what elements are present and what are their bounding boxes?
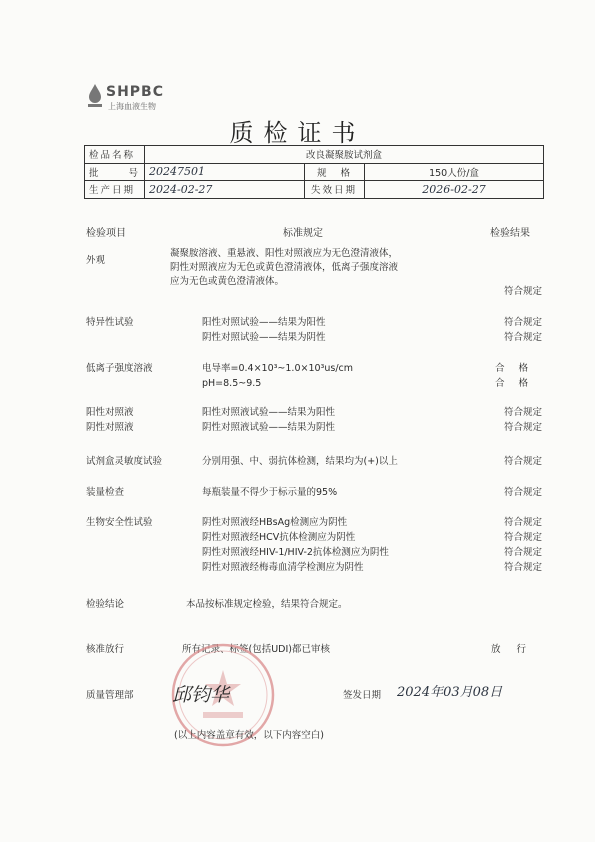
item-filling-label: 装量检查 — [86, 487, 125, 498]
biosafety-std-line3: 阴性对照液经HIV-1/HIV-2抗体检测应为阴性 — [202, 547, 389, 558]
biosafety-result2: 符合规定 — [503, 532, 542, 543]
lis-std-line2: pH=8.5~9.5 — [202, 378, 262, 389]
lis-result2: 合格 — [494, 378, 542, 389]
header-table — [84, 145, 544, 199]
conclusion-label: 检验结论 — [86, 599, 125, 610]
item-sensitivity-label: 试剂盒灵敏度试验 — [86, 456, 163, 467]
product-value: 改良凝聚胺试剂盒 — [145, 146, 544, 164]
sensitivity-result: 符合规定 — [503, 456, 542, 467]
header-row-dates — [85, 181, 544, 199]
specificity-std-line2: 阴性对照试验——结果为阴性 — [202, 332, 326, 343]
filling-result: 符合规定 — [503, 487, 542, 498]
controls-std-line2: 阴性对照液试验——结果为阴性 — [202, 422, 336, 433]
appearance-std-line2: 阴性对照液应为无色或黄色澄清液体，低离子强度溶液 — [170, 262, 399, 273]
conclusion-text: 本品按标准规定检验，结果符合规定。 — [186, 599, 348, 610]
lis-std-line1: 电导率=0.4×10³~1.0×10³us/cm — [202, 363, 353, 374]
spec-label: 规格 — [305, 163, 365, 181]
biosafety-result4: 符合规定 — [503, 562, 542, 573]
drop-logo-icon — [86, 82, 104, 110]
release-text: 所有记录、标签(包括UDI)都已审核 — [182, 644, 330, 655]
appearance-std-line1: 凝聚胺溶液、重悬液、阳性对照液应为无色澄清液体， — [170, 248, 399, 259]
biosafety-std-line1: 阴性对照液经HBsAg检测应为阴性 — [202, 517, 348, 528]
header-row-product — [85, 146, 544, 164]
item-negative-control-label: 阴性对照液 — [86, 422, 134, 433]
production-date-label: 生产日期 — [85, 181, 145, 199]
qa-dept-label: 质量管理部 — [86, 690, 134, 701]
expiry-date-value: 2026-02-27 — [422, 182, 486, 196]
logo-name: SHPBC — [106, 84, 165, 100]
appearance-result: 符合规定 — [503, 286, 542, 297]
header-row-batch — [85, 163, 544, 181]
item-specificity-label: 特异性试验 — [86, 317, 134, 328]
expiry-date-label: 失效日期 — [305, 181, 365, 199]
appearance-std-line3: 应为无色或黄色澄清液体。 — [170, 276, 285, 287]
controls-std-line1: 阳性对照液试验——结果为阳性 — [202, 407, 336, 418]
logo-chinese-name: 上海血液生物 — [108, 102, 156, 111]
production-date-value: 2024-02-27 — [149, 182, 213, 196]
controls-result2: 符合规定 — [503, 422, 542, 433]
issue-date-value: 2024年03月08日 — [397, 685, 503, 700]
col-header-standard: 标准规定 — [283, 228, 323, 239]
lis-result1: 合格 — [494, 363, 542, 374]
product-label: 检品名称 — [85, 146, 145, 164]
biosafety-result1: 符合规定 — [503, 517, 542, 528]
qa-signature: 邱钧华 — [172, 684, 230, 706]
batch-label: 批号 — [85, 163, 145, 181]
page-title: 质检证书 — [229, 119, 366, 147]
item-lis-label: 低离子强度溶液 — [86, 363, 153, 374]
company-logo — [86, 82, 176, 112]
item-appearance-label: 外观 — [86, 255, 106, 266]
specificity-std-line1: 阳性对照试验——结果为阳性 — [202, 317, 326, 328]
release-result: 放行 — [490, 644, 542, 655]
batch-value: 20247501 — [149, 165, 205, 179]
footer-note: (以上内容盖章有效，以下内容空白) — [174, 730, 324, 741]
specificity-result1: 符合规定 — [503, 317, 542, 328]
release-label: 核准放行 — [86, 644, 125, 655]
item-biosafety-label: 生物安全性试验 — [86, 517, 153, 528]
filling-std: 每瓶装量不得少于标示量的95% — [202, 487, 338, 498]
item-positive-control-label: 阳性对照液 — [86, 407, 134, 418]
biosafety-result3: 符合规定 — [503, 547, 542, 558]
col-header-item: 检验项目 — [86, 228, 126, 239]
issue-date-label: 签发日期 — [343, 690, 382, 701]
controls-result1: 符合规定 — [503, 407, 542, 418]
sensitivity-std: 分别用强、中、弱抗体检测，结果均为(+)以上 — [202, 456, 398, 467]
spec-value: 150人份/盒 — [365, 163, 544, 181]
biosafety-std-line4: 阴性对照液经梅毒血清学检测应为阴性 — [202, 562, 364, 573]
col-header-result: 检验结果 — [490, 228, 530, 239]
specificity-result2: 符合规定 — [503, 332, 542, 343]
biosafety-std-line2: 阴性对照液经HCV抗体检测应为阴性 — [202, 532, 356, 543]
